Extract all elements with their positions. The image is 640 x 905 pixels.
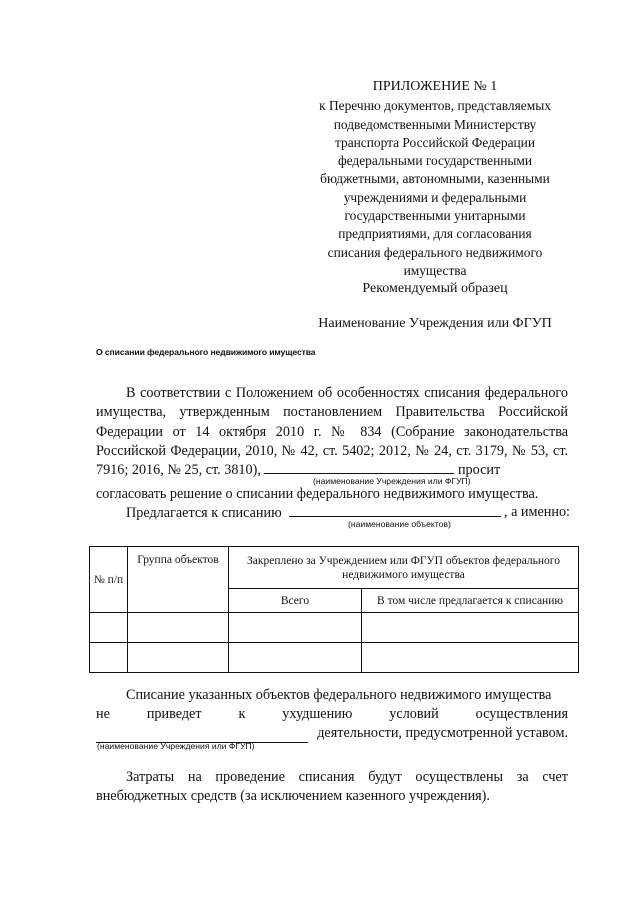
appendix-line: государственными унитарными: [344, 208, 526, 224]
table-header-row: [90, 547, 579, 589]
table-cell[interactable]: [362, 643, 579, 673]
writeoff-word: условий: [389, 706, 439, 722]
appendix-line: учреждениями и федеральными: [343, 189, 527, 205]
writeoff-word: осуществления: [475, 706, 568, 722]
objects-blank: [289, 504, 501, 517]
appendix-line: подведомственными Министерству: [333, 116, 537, 132]
table-cell[interactable]: [229, 613, 362, 643]
header-total: Всего: [229, 589, 362, 613]
table-cell[interactable]: [128, 613, 229, 643]
paragraph-writeoff: [96, 686, 568, 743]
writeoff-line-2: [96, 705, 568, 724]
objects-blank-caption: (наименование объектов): [348, 519, 451, 529]
writeoff-word: приведет: [146, 706, 202, 722]
table-row: [90, 643, 579, 673]
paragraph-intro-text: В соответствии с Положением об особенностях списания федерального имущества, утвержденным постановлением Правительства Российской Федерации от 14 октября 2010 г. № 834 (Собрание законодательства Российской Федерации, 2010, № 42, ст. 5402; 2012, № 24, ст. 3179, № 53, ст. 7916; 2016, № 25, ст. 3810),: [96, 385, 568, 479]
objects-table: [89, 546, 579, 673]
table-cell[interactable]: [90, 613, 128, 643]
writeoff-line-3-text: деятельности, предусмотренной уставом.: [317, 725, 568, 741]
org-name: Наименование Учреждения или ФГУП: [318, 316, 552, 331]
appendix-line: списания федерального недвижимого: [327, 244, 543, 260]
appendix-line: предприятиями, для согласования: [338, 226, 532, 242]
header-proposed: В том числе предлагается к списанию: [362, 589, 579, 613]
appendix-block: [300, 78, 570, 280]
appendix-line: имущества: [403, 262, 467, 278]
table-cell[interactable]: [90, 643, 128, 673]
subject-line: О списании федерального недвижимого имущества: [96, 347, 316, 357]
writeoff-word: к: [238, 706, 246, 722]
writeoff-word: ухудшению: [282, 706, 353, 722]
namely-text: , а именно:: [503, 504, 570, 520]
paragraph-costs: Затраты на проведение списания будут осуществлены за счет внебюджетных средств (за исключением казенного учреждения).: [96, 769, 568, 804]
agree-line: согласовать решение о списании федерального недвижимого имущества.: [96, 486, 539, 502]
table-row: [90, 613, 579, 643]
header-assigned: Закреплено за Учреждением или ФГУП объектов федерального недвижимого имущества: [229, 547, 579, 589]
header-group: Группа объектов: [128, 547, 229, 613]
paragraph-intro: [96, 384, 568, 480]
appendix-line: к Перечню документов, представляемых: [319, 98, 551, 114]
writeoff-line-1: Списание указанных объектов федерального недвижимого имущества: [126, 687, 552, 703]
table-cell[interactable]: [229, 643, 362, 673]
sample-label: Рекомендуемый образец: [362, 281, 508, 296]
table-cell[interactable]: [362, 613, 579, 643]
appendix-line: бюджетными, автономными, казенными: [320, 171, 550, 187]
writeoff-word: не: [96, 706, 110, 722]
proposed-label: Предлагается к списанию: [126, 505, 282, 521]
org-blank-caption-2: (наименование Учреждения или ФГУП): [97, 741, 255, 751]
appendix-line: транспорта Российской Федерации: [334, 134, 536, 150]
table-cell[interactable]: [128, 643, 229, 673]
asks-word: просит: [457, 462, 501, 479]
org-name-blank: [264, 461, 454, 474]
org-blank-caption: (наименование Учреждения или ФГУП): [313, 476, 471, 486]
appendix-heading: ПРИЛОЖЕНИЕ № 1: [372, 79, 498, 94]
header-number: № п/п: [90, 547, 128, 613]
appendix-line: федеральными государственными: [337, 153, 533, 169]
